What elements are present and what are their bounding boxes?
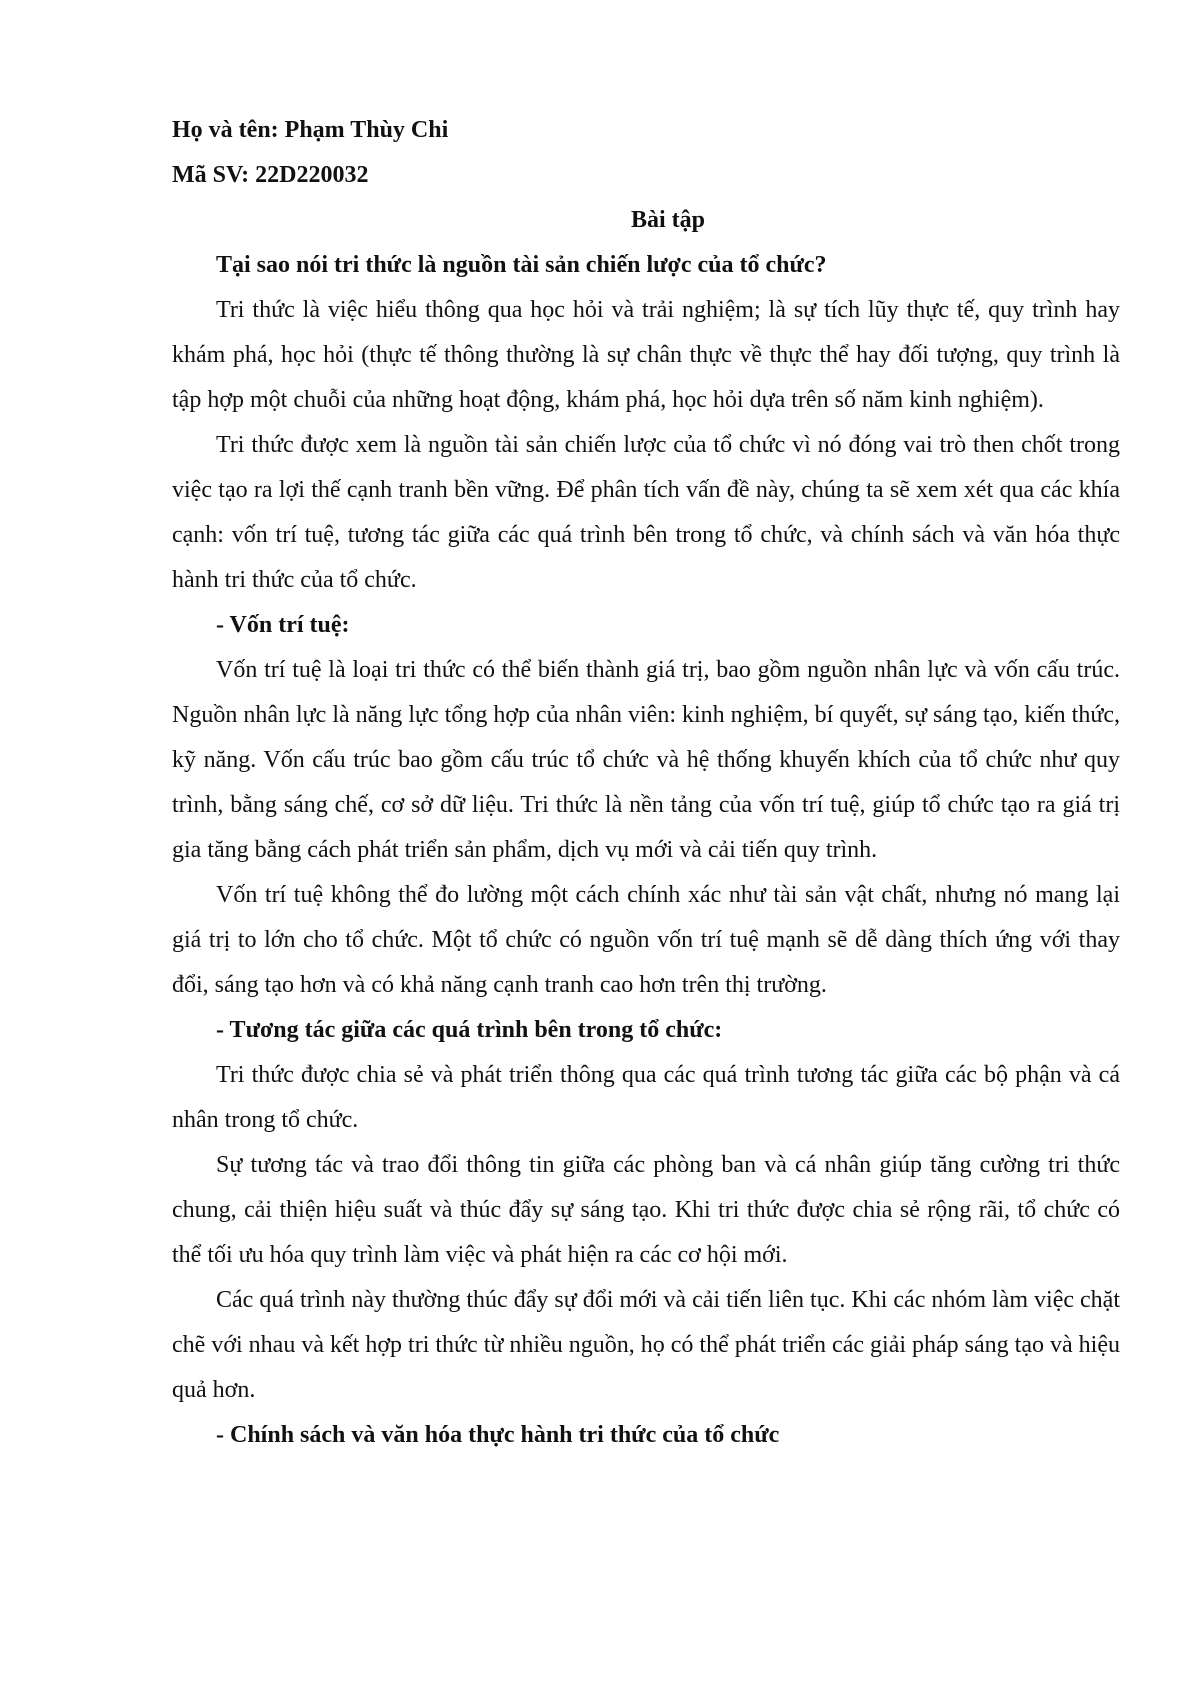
section-heading-internal-interaction: - Tương tác giữa các quá trình bên trong tổ chức:	[216, 1017, 723, 1043]
paragraph-intellectual-capital-value: Vốn trí tuệ không thể đo lường một cách chính xác như tài sản vật chất, nhưng nó mang lại giá trị to lớn cho tổ chức. Một tổ chức có nguồn vốn trí tuệ mạnh sẽ dễ dàng thích ứng với thay đổi, sáng tạo hơn và có khả năng cạnh tranh cao hơn trên thị trường.	[172, 882, 1120, 998]
student-name: Họ và tên: Phạm Thùy Chi	[172, 117, 449, 143]
student-id: Mã SV: 22D220032	[172, 162, 369, 188]
document-title: Bài tập	[630, 207, 705, 233]
section-heading-intellectual-capital: - Vốn trí tuệ:	[216, 612, 350, 638]
paragraph-strategic-asset: Tri thức được xem là nguồn tài sản chiến lược của tổ chức vì nó đóng vai trò then chốt trong việc tạo ra lợi thế cạnh tranh bền vững. Để phân tích vấn đề này, chúng ta sẽ xem xét qua các khía cạnh: vốn trí tuệ, tương tác giữa các quá trình bên trong tổ chức, và chính sách và văn hóa thực hành tri thức của tổ chức.	[172, 432, 1120, 593]
paragraph-innovation: Các quá trình này thường thúc đẩy sự đổi mới và cải tiến liên tục. Khi các nhóm làm việc chặt chẽ với nhau và kết hợp tri thức từ nhiều nguồn, họ có thể phát triển các giải pháp sáng tạo và hiệu quả hơn.	[172, 1287, 1120, 1403]
document-page	[172, 108, 1120, 1458]
paragraph-intellectual-capital: Vốn trí tuệ là loại tri thức có thể biến thành giá trị, bao gồm nguồn nhân lực và vốn cấu trúc. Nguồn nhân lực là năng lực tổng hợp của nhân viên: kinh nghiệm, bí quyết, sự sáng tạo, kiến thức, kỹ năng. Vốn cấu trúc bao gồm cấu trúc tổ chức và hệ thống khuyến khích của tổ chức như quy trình, bằng sáng chế, cơ sở dữ liệu. Tri thức là nền tảng của vốn trí tuệ, giúp tổ chức tạo ra giá trị gia tăng bằng cách phát triển sản phẩm, dịch vụ mới và cải tiến quy trình.	[172, 657, 1120, 863]
question-heading: Tại sao nói tri thức là nguồn tài sản chiến lược của tổ chức?	[216, 252, 827, 278]
paragraph-knowledge-sharing: Tri thức được chia sẻ và phát triển thông qua các quá trình tương tác giữa các bộ phận và cá nhân trong tổ chức.	[172, 1062, 1120, 1133]
paragraph-knowledge-definition: Tri thức là việc hiểu thông qua học hỏi và trải nghiệm; là sự tích lũy thực tế, quy trình hay khám phá, học hỏi (thực tế thông thường là sự chân thực về thực thể hay đối tượng, quy trình là tập hợp một chuỗi của những hoạt động, khám phá, học hỏi dựa trên số năm kinh nghiệm).	[172, 297, 1120, 413]
section-heading-policy-culture: - Chính sách và văn hóa thực hành tri thức của tổ chức	[216, 1422, 780, 1448]
paragraph-information-exchange: Sự tương tác và trao đổi thông tin giữa các phòng ban và cá nhân giúp tăng cường tri thức chung, cải thiện hiệu suất và thúc đẩy sự sáng tạo. Khi tri thức được chia sẻ rộng rãi, tổ chức có thể tối ưu hóa quy trình làm việc và phát hiện ra các cơ hội mới.	[172, 1152, 1120, 1268]
